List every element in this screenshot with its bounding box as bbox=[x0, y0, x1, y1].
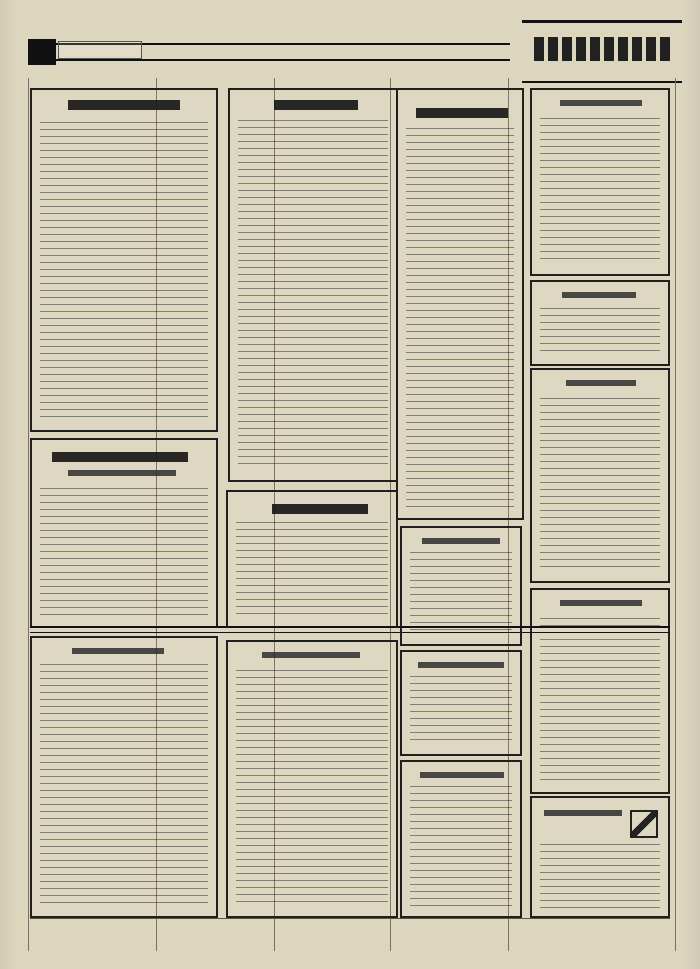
right-top-box bbox=[530, 88, 670, 276]
left-feature-box bbox=[30, 88, 218, 432]
center-right-lower-bottom-box bbox=[400, 760, 522, 918]
center-lower-body bbox=[236, 670, 388, 908]
left-middle-body bbox=[40, 488, 208, 616]
left-middle-headline bbox=[52, 452, 188, 462]
center-right-lower-top-heading bbox=[418, 662, 504, 668]
center-middle-body bbox=[236, 522, 388, 618]
left-feature-body bbox=[40, 122, 208, 420]
left-feature-headline bbox=[68, 100, 180, 110]
center-right-middle-heading bbox=[422, 538, 500, 544]
left-middle-subheadline bbox=[68, 470, 176, 476]
right-lower-box bbox=[530, 368, 670, 583]
page-number-box bbox=[28, 39, 56, 65]
center-left-headline bbox=[274, 100, 358, 110]
right-bottom-lower-box bbox=[530, 796, 670, 918]
center-right-middle-body bbox=[410, 552, 512, 636]
masthead-logo bbox=[522, 20, 682, 83]
right-middle-heading bbox=[562, 292, 636, 298]
right-middle-box bbox=[530, 280, 670, 366]
right-lower-heading bbox=[566, 380, 636, 386]
right-bottom-upper-box bbox=[530, 588, 670, 794]
right-top-heading bbox=[560, 100, 642, 106]
center-right-lower-bottom-heading bbox=[420, 772, 504, 778]
right-bottom-lower-heading bbox=[544, 810, 622, 816]
center-lower-heading bbox=[262, 652, 360, 658]
right-bottom-lower-body bbox=[540, 844, 660, 908]
left-middle-box bbox=[30, 438, 218, 628]
left-lower-box bbox=[30, 636, 218, 918]
right-top-body bbox=[540, 118, 660, 264]
center-middle-headline bbox=[272, 504, 368, 514]
masthead-wordmark bbox=[534, 37, 672, 61]
date-box bbox=[58, 41, 142, 59]
right-lower-body bbox=[540, 398, 660, 571]
right-middle-body bbox=[540, 308, 660, 356]
center-feature-headline bbox=[416, 108, 508, 118]
left-lower-body bbox=[40, 664, 208, 908]
center-right-lower-top-body bbox=[410, 676, 512, 746]
center-middle-box bbox=[226, 490, 398, 628]
right-bottom-upper-heading bbox=[560, 600, 642, 606]
center-lower-box bbox=[226, 640, 398, 918]
left-lower-heading bbox=[72, 648, 164, 654]
organization-logo-icon bbox=[630, 810, 658, 838]
center-right-lower-bottom-body bbox=[410, 786, 512, 908]
center-left-body bbox=[238, 120, 388, 470]
center-feature-body bbox=[406, 128, 514, 508]
center-right-lower-top-box bbox=[400, 650, 522, 756]
center-left-feature-box bbox=[228, 88, 398, 482]
page-bottom-rule bbox=[30, 918, 670, 919]
lower-section-rule bbox=[30, 626, 670, 633]
right-bottom-upper-body bbox=[540, 618, 660, 784]
center-feature-box bbox=[396, 88, 524, 520]
